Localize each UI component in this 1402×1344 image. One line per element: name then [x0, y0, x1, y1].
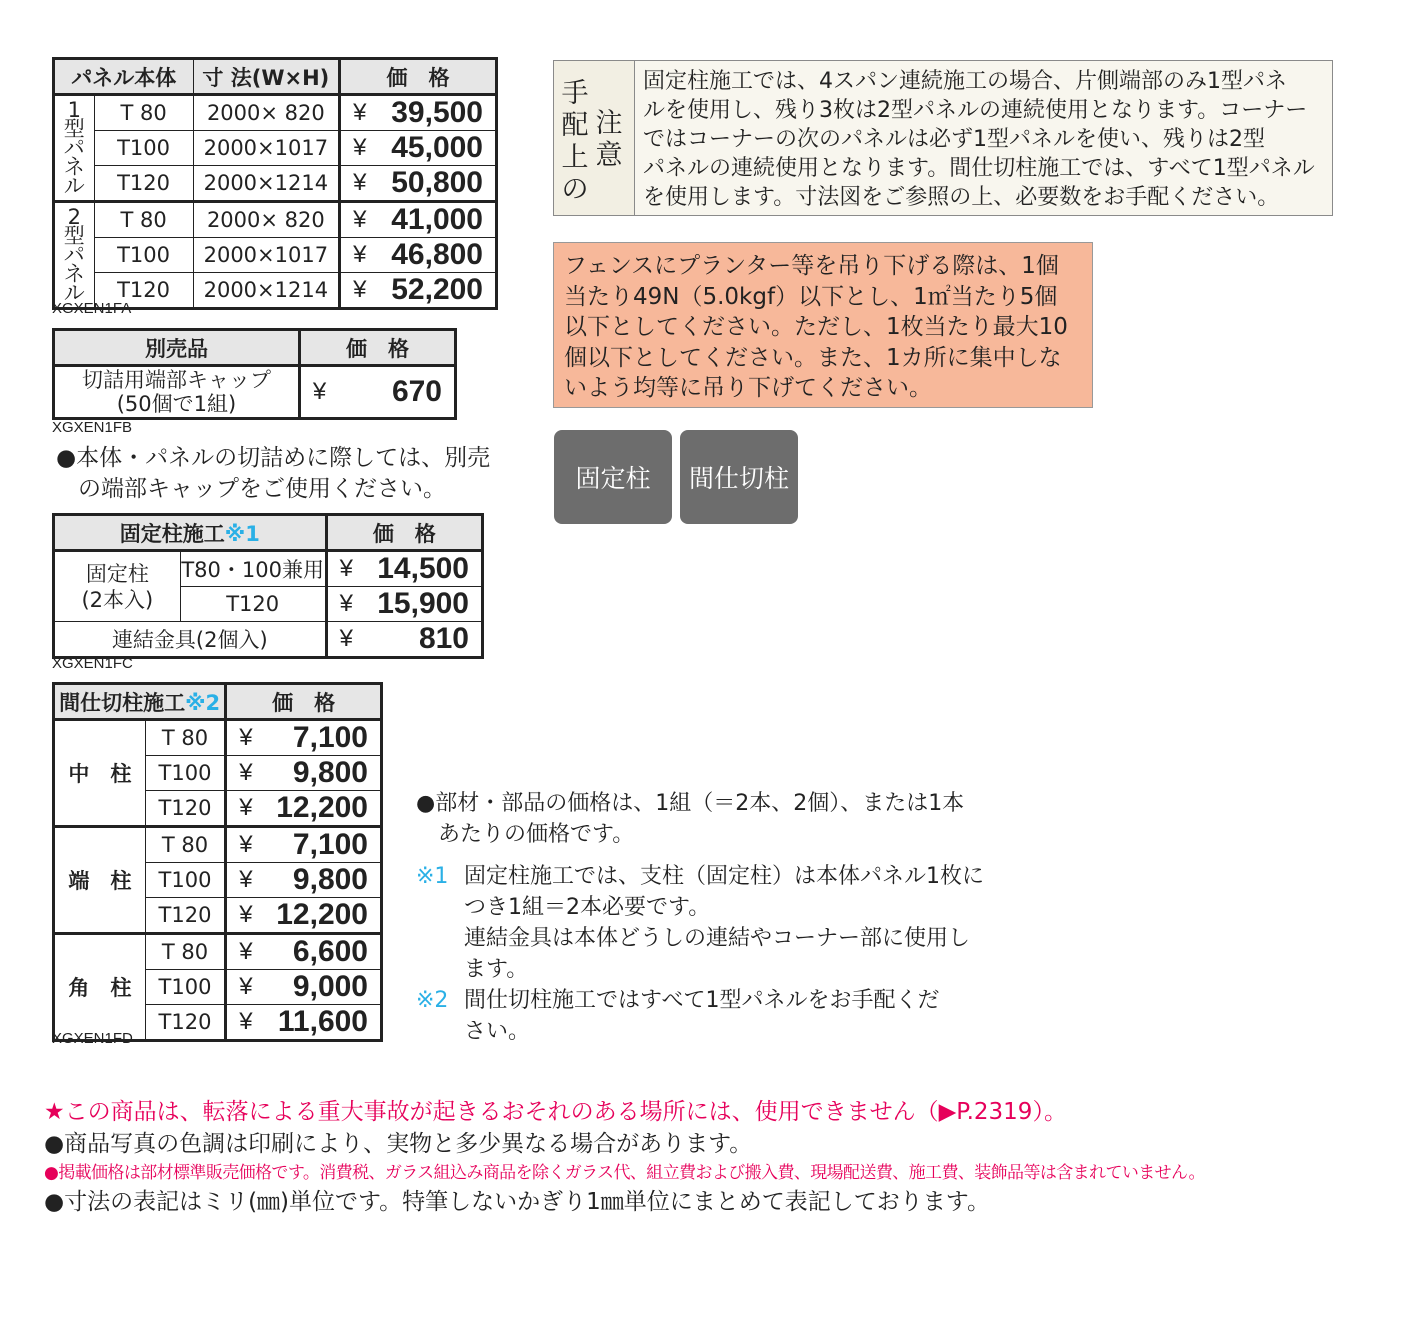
note-2: ※2 間仕切柱施工ではすべて1型パネルをお手配くだ さい。 — [416, 988, 940, 1044]
post-type: T120 — [145, 791, 225, 827]
end-cap-price: ¥ 670 — [299, 366, 455, 419]
price-header: 価 格 — [326, 515, 482, 551]
panel-size: 2000× 820 — [193, 202, 340, 238]
product-code: XGXEN1FC — [52, 655, 133, 672]
post-price: ¥ 11,600 — [226, 1005, 382, 1041]
panel-price: ¥ 41,000 — [340, 202, 497, 238]
post-price: ¥ 9,800 — [226, 756, 382, 791]
joint-fitting-label: 連結金具(2個入) — [54, 622, 327, 658]
post-type: T 80 — [145, 934, 225, 970]
panel-size: 2000×1017 — [193, 238, 340, 273]
joint-fitting-price: ¥ 810 — [326, 622, 482, 658]
panel-type: T 80 — [94, 202, 193, 238]
size-header: 寸 法(W×H) — [193, 59, 340, 95]
partition-post-button[interactable]: 間仕切柱 — [680, 430, 798, 524]
product-code: XGXEN1FD — [52, 1030, 133, 1047]
post-price: ¥ 12,200 — [226, 898, 382, 934]
partition-post-header: 間仕切柱施工※2 — [54, 684, 226, 720]
panel-price-table — [52, 57, 498, 310]
warning-text: フェンスにプランター等を吊り下げる際は、1個 当たり49N（5.0kgf）以下とし、1㎡当たり5個 以下としてください。ただし、1枚当たり最大10 個以下としてください。また、1カ所に集中しな いよう均等に吊り下げてください。 — [564, 253, 1068, 401]
post-type: T100 — [145, 756, 225, 791]
panel-size: 2000× 820 — [193, 95, 340, 131]
ordering-caution-box — [553, 60, 1333, 216]
fixed-post-price: ¥ 14,500 — [326, 551, 482, 587]
post-price: ¥ 12,200 — [226, 791, 382, 827]
partition-post-table — [52, 682, 383, 1042]
product-code: XGXEN1FB — [52, 419, 133, 436]
post-type: T120 — [145, 1005, 225, 1041]
panel-price: ¥ 50,800 — [340, 166, 497, 202]
post-price: ¥ 6,600 — [226, 934, 382, 970]
separate-item-header: 別売品 — [54, 330, 300, 366]
fixed-post-label: 固定柱 (2本入) — [54, 551, 181, 622]
panel-type: T120 — [94, 166, 193, 202]
fixed-post-price: ¥ 15,900 — [326, 587, 482, 622]
price-header: 価 格 — [299, 330, 455, 366]
note-1: ※1 固定柱施工では、支柱（固定柱）は本体パネル1枚に つき1組＝2本必要です。 連結金具は本体どうしの連結やコーナー部に使用し ます。 — [416, 864, 984, 982]
fixed-post-type: T80・100兼用 — [180, 551, 326, 587]
post-type: T100 — [145, 970, 225, 1005]
center-post-label: 中 柱 — [54, 720, 146, 827]
size-disclaimer: ●寸法の表記はミリ(㎜)単位です。特筆しないかぎり1㎜単位にまとめて表記しております。 — [44, 1189, 990, 1215]
panel-type: T120 — [94, 273, 193, 309]
panel-price: ¥ 46,800 — [340, 238, 497, 273]
fixed-post-table — [52, 513, 484, 659]
post-type: T120 — [145, 898, 225, 934]
price-unit-note: ●部材・部品の価格は、1組（＝2本、2個）、または1本 あたりの価格です。 — [416, 791, 965, 847]
post-price: ¥ 9,800 — [226, 863, 382, 898]
panel-price: ¥ 39,500 — [340, 95, 497, 131]
product-code: XGXEN1FA — [52, 300, 132, 317]
hanging-load-warning — [553, 242, 1093, 408]
caution-text: 固定柱施工では、4スパン連続施工の場合、片側端部のみ1型パネ ルを使用し、残り3枚は2型パネルの連続使用となります。コーナー ではコーナーの次のパネルは必ず1型パネルを使い、残りは2型 パネルの連続使用となります。間仕切柱施工では、すべて1型パネル を使用します。寸法図をご参照の上、必要数をお手配ください。 — [643, 69, 1315, 210]
post-price: ¥ 9,000 — [226, 970, 382, 1005]
panel-size: 2000×1017 — [193, 131, 340, 166]
caution-label: 手 配 上 の 注 意 — [554, 61, 635, 215]
post-price: ¥ 7,100 — [226, 827, 382, 863]
post-type: T 80 — [145, 720, 225, 756]
panel-header: パネル本体 — [54, 59, 194, 95]
panel-size: 2000×1214 — [193, 273, 340, 309]
panel-price: ¥ 52,200 — [340, 273, 497, 309]
price-header: 価 格 — [340, 59, 497, 95]
separate-item-table — [52, 328, 457, 420]
price-disclaimer: ●掲載価格は部材標準販売価格です。消費税、ガラス組込み商品を除くガラス代、組立費および搬入費、現場配送費、施工費、装飾品等は含まれていません。 — [44, 1163, 1205, 1183]
panel-group-label-1: 1 型 パ ネ ル — [54, 95, 95, 202]
cut-note: ●本体・パネルの切詰めに際しては、別売 の端部キャップをご使用ください。 — [56, 445, 491, 502]
price-header: 価 格 — [226, 684, 382, 720]
fixed-post-type: T120 — [180, 587, 326, 622]
safety-warning: ★この商品は、転落による重大事故が起きるおそれのある場所には、使用できません（▶P.2319）。 — [44, 1099, 1067, 1125]
end-post-label: 端 柱 — [54, 827, 146, 934]
panel-type: T100 — [94, 131, 193, 166]
fixed-post-button[interactable]: 固定柱 — [554, 430, 672, 524]
panel-size: 2000×1214 — [193, 166, 340, 202]
post-type: T100 — [145, 863, 225, 898]
end-cap-item: 切詰用端部キャップ (50個で1組) — [54, 366, 300, 419]
panel-group-label-2: 2 型 パ ネ ル — [54, 202, 95, 309]
post-type: T 80 — [145, 827, 225, 863]
panel-type: T100 — [94, 238, 193, 273]
panel-type: T 80 — [94, 95, 193, 131]
corner-post-label: 角 柱 — [54, 934, 146, 1041]
fixed-post-header: 固定柱施工※1 — [54, 515, 327, 551]
panel-price: ¥ 45,000 — [340, 131, 497, 166]
post-price: ¥ 7,100 — [226, 720, 382, 756]
color-disclaimer: ●商品写真の色調は印刷により、実物と多少異なる場合があります。 — [44, 1131, 753, 1157]
